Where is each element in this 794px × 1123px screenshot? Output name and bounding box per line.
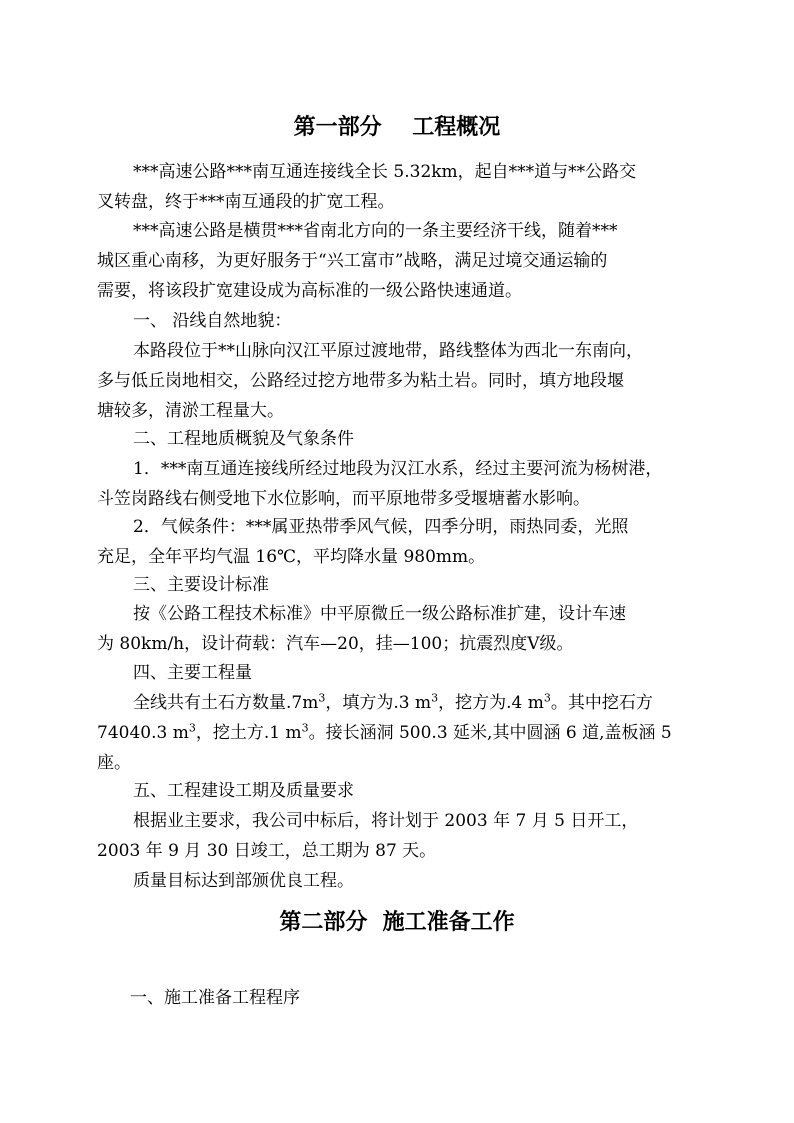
text-line bbox=[97, 688, 703, 718]
section4-heading: 四、主要工程量 bbox=[133, 663, 252, 683]
section2-item1 bbox=[97, 454, 703, 514]
text-line: 座。 bbox=[97, 753, 131, 773]
text-fragment: 全线共有土石方数量.7m bbox=[133, 693, 319, 713]
text-line: 充足，全年平均气温 16℃，平均降水量 980mm。 bbox=[97, 547, 486, 567]
text-line: 2．气候条件：***属亚热带季风气候，四季分明，雨热同委，光照 bbox=[133, 517, 629, 537]
text-fragment: ，填方为.3 m bbox=[325, 693, 432, 713]
text-line: 叉转盘，终于***南互通段的扩宽工程。 bbox=[97, 192, 395, 212]
text-fragment: 74040.3 m bbox=[97, 723, 189, 743]
text-fragment: 。接长涵洞 500.3 延米,其中圆涵 6 道,盖板涵 5 bbox=[308, 723, 672, 743]
text-fragment: 。其中挖石方 bbox=[550, 693, 653, 713]
text-line: 按《公路工程技术标准》中平原微丘一级公路标准扩建，设计车速 bbox=[133, 604, 626, 624]
text-line: 为 80km/h，设计荷载：汽车—20，挂—100；抗震烈度Ⅴ级。 bbox=[97, 634, 574, 654]
text-line: 本路段位于**山脉向汉江平原过渡地带，路线整体为西北一东南向， bbox=[133, 341, 643, 361]
text-line: 1．***南互通连接线所经过地段为汉江水系，经过主要河流为杨树港， bbox=[133, 459, 663, 479]
text-line: ***高速公路是横贯***省南北方向的一条主要经济干线，随着*** bbox=[133, 221, 618, 241]
text-fragment: ，挖方为.4 m bbox=[438, 693, 544, 713]
text-line: 需要，将该段扩宽建设成为高标准的一级公路快速通道。 bbox=[97, 281, 522, 301]
part1-title: 第一部分 工程概况 bbox=[293, 114, 501, 140]
superscript: 3 bbox=[301, 721, 309, 735]
text-line: 塘较多，清淤工程量大。 bbox=[97, 401, 284, 421]
superscript: 3 bbox=[543, 691, 551, 705]
text-line: 2003 年 9 月 30 日竣工，总工期为 87 天。 bbox=[97, 841, 437, 861]
part2-title: 第二部分 施工准备工作 bbox=[279, 909, 515, 935]
background-paragraph bbox=[97, 216, 703, 306]
section5-heading: 五、工程建设工期及质量要求 bbox=[133, 781, 354, 801]
section1-heading: 一、 沿线自然地貌： bbox=[133, 311, 292, 331]
superscript: 3 bbox=[188, 721, 196, 735]
text-fragment: ，挖土方.1 m bbox=[195, 723, 302, 743]
section1-paragraph bbox=[97, 336, 703, 426]
section3-heading: 三、主要设计标准 bbox=[133, 575, 269, 595]
text-line: ***高速公路***南互通连接线全长 5.32km，起自***道与**公路交 bbox=[133, 162, 637, 182]
section2-item2 bbox=[97, 512, 703, 572]
intro-paragraph bbox=[97, 157, 703, 217]
section4-paragraph bbox=[97, 688, 703, 778]
text-line: 斗笠岗路线右侧受地下水位影响，而平原地带多受堰塘蓄水影响。 bbox=[97, 489, 590, 509]
section5-paragraph bbox=[97, 806, 703, 896]
text-line: 城区重心南移，为更好服务于“兴工富市”战略，满足过境交通运输的 bbox=[97, 251, 608, 271]
text-line: 质量目标达到部颁优良工程。 bbox=[133, 871, 354, 891]
superscript: 3 bbox=[318, 691, 326, 705]
text-line bbox=[97, 718, 703, 748]
superscript: 3 bbox=[431, 691, 439, 705]
text-line: 根据业主要求，我公司中标后，将计划于 2003 年 7 月 5 日开工， bbox=[133, 811, 639, 831]
section2-heading: 二、工程地质概貌及气象条件 bbox=[133, 429, 354, 449]
part2-item1: 一、施工准备工程程序 bbox=[130, 988, 300, 1008]
text-line: 多与低丘岗地相交，公路经过挖方地带多为粘土岩。同时，填方地段堰 bbox=[97, 371, 624, 391]
section3-paragraph bbox=[97, 599, 703, 659]
